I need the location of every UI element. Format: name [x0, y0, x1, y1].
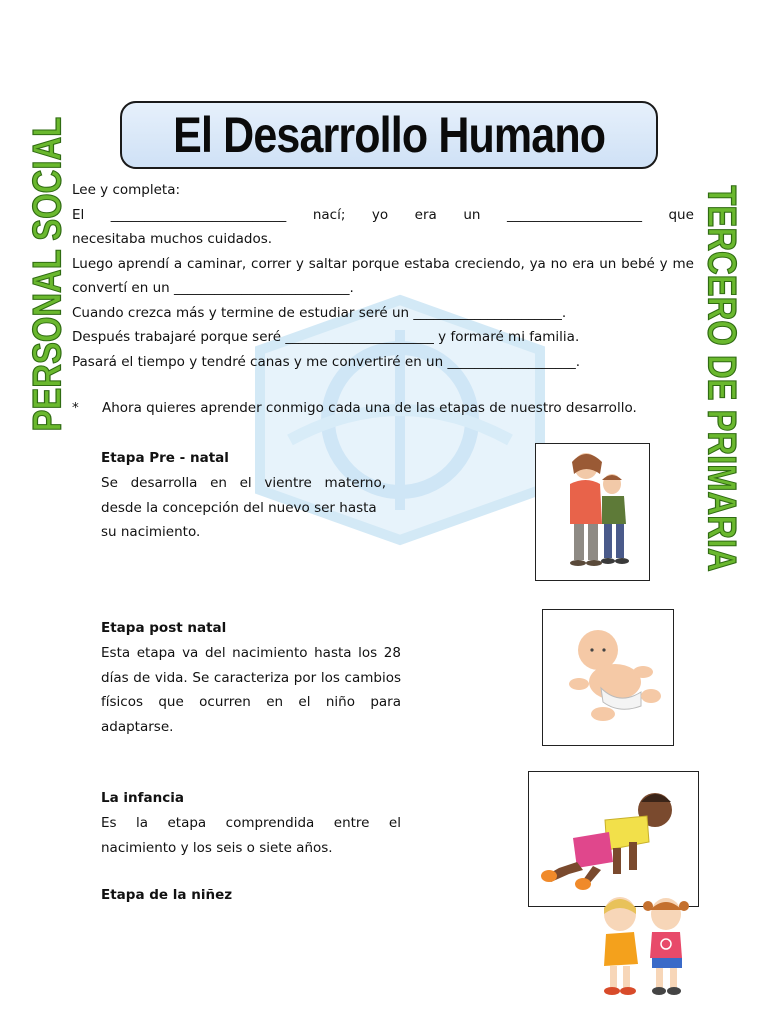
two-children-illustration	[592, 888, 698, 998]
text-line: adaptarse.	[101, 718, 174, 735]
stage-text-postnatal	[101, 641, 401, 739]
word: no	[550, 255, 568, 272]
exercise-line-2: necesitaba muchos cuidados.	[72, 231, 273, 247]
word: y	[295, 255, 304, 272]
exercise-line-6: Después trabajaré porque seré ______________________ y formaré mi familia.	[72, 329, 580, 345]
word: El	[72, 206, 85, 223]
word: me	[672, 255, 694, 272]
word: nací;	[312, 206, 346, 223]
text-line: Se desarrolla en el vientre materno,	[101, 475, 386, 491]
word: que	[668, 206, 694, 223]
text-line: desde la concepción del nuevo ser hasta	[101, 499, 377, 516]
word: ya	[529, 255, 546, 272]
stage-text-infancy	[101, 811, 401, 860]
exercise-line-7: Pasará el tiempo y tendré canas y me convertiré en un ___________________.	[72, 353, 581, 370]
crawling-toddler-illustration	[529, 772, 698, 906]
word: saltar	[308, 255, 347, 272]
word: caminar,	[186, 255, 247, 272]
word: era	[572, 255, 595, 272]
prompt-line	[72, 396, 637, 420]
stage-title-prenatal: Etapa Pre - natal	[101, 450, 229, 466]
stage-title-postnatal: Etapa post natal	[101, 620, 227, 636]
side-label-grade: TERCERO DE PRIMARIA	[699, 185, 744, 572]
stage-title-infancy: La infancia	[101, 790, 184, 806]
stage-title-childhood: Etapa de la niñez	[101, 887, 233, 903]
bullet-star: *	[72, 400, 79, 416]
exercise-line-3	[72, 252, 694, 277]
mother-child-illustration	[536, 444, 649, 580]
baby-image	[542, 609, 674, 746]
word: yo	[371, 206, 389, 223]
word: estaba	[404, 255, 450, 272]
word: porque	[351, 255, 400, 272]
text-line: Es la etapa comprendida entre el	[101, 815, 401, 831]
exercise-intro: Lee y completa:	[72, 182, 181, 198]
baby-illustration	[543, 610, 673, 745]
prompt-text: Ahora quieres aprender conmigo cada una de las etapas de nuestro desarrollo.	[102, 400, 637, 416]
blank: __________________________	[110, 206, 287, 223]
word: un	[463, 206, 481, 223]
exercise-block	[72, 178, 694, 374]
text-line: nacimiento y los seis o siete años.	[101, 839, 333, 856]
word: era	[414, 206, 437, 223]
text-line: su nacimiento.	[101, 524, 201, 540]
word: un	[599, 255, 617, 272]
blank: ____________________	[506, 206, 642, 223]
side-label-subject: PERSONAL SOCIAL	[25, 116, 70, 432]
text-line: Esta etapa va del nacimiento hasta los 28	[101, 645, 401, 661]
exercise-line-1	[72, 203, 694, 228]
word: aprendí	[117, 255, 170, 272]
word: a	[173, 255, 183, 272]
text-line: físicos que ocurren en el niño para	[101, 694, 401, 710]
word: correr	[251, 255, 292, 272]
page-title-box	[120, 101, 658, 169]
text-line: días de vida. Se caracteriza por los cambios	[101, 669, 401, 686]
exercise-line-4: convertí en un __________________________.	[72, 280, 354, 296]
stage-text-prenatal	[101, 471, 386, 545]
mother-child-image	[535, 443, 650, 581]
page-title: El Desarrollo Humano	[172, 107, 606, 163]
word: y	[659, 255, 668, 272]
word: creciendo,	[454, 255, 525, 272]
crawling-toddler-image	[528, 771, 699, 907]
word: bebé	[621, 255, 655, 272]
word: Luego	[72, 255, 113, 272]
exercise-line-5: Cuando crezca más y termine de estudiar seré un ______________________.	[72, 304, 567, 321]
